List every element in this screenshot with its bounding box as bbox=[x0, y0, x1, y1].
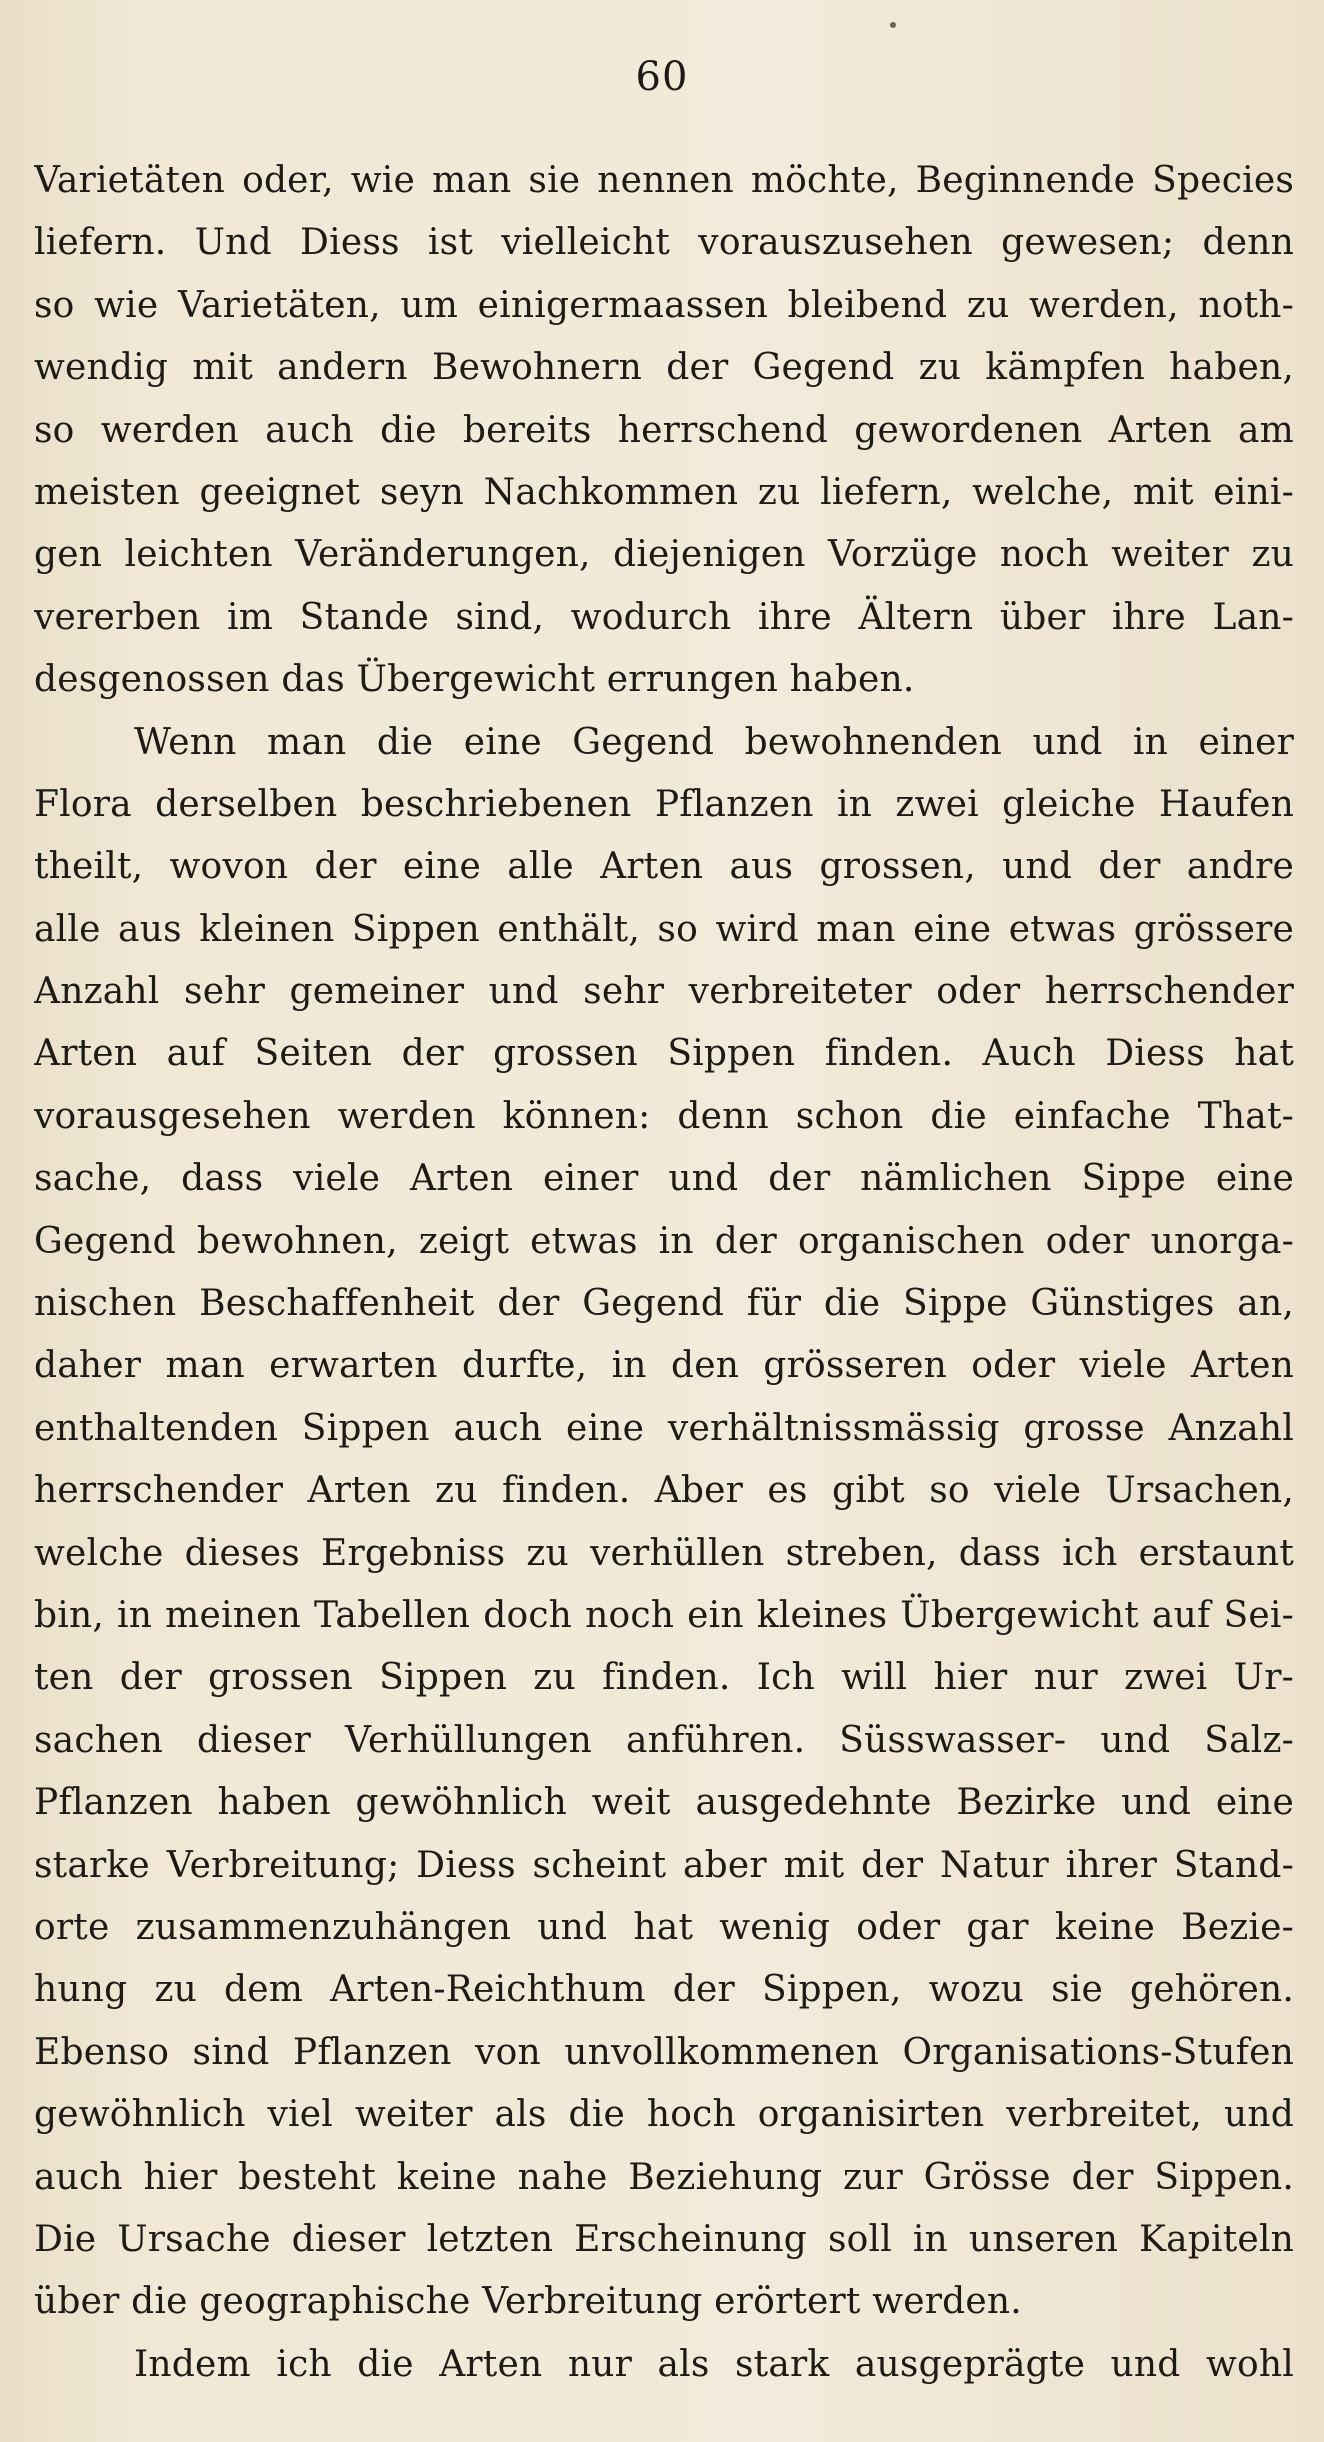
text-line: desgenossen das Übergewicht errungen haben. bbox=[34, 659, 915, 701]
text-line: Indem ich die Arten nur als stark ausgeprägte und wohl bbox=[134, 2343, 1294, 2385]
text-line: Arten auf Seiten der grossen Sippen finden. Auch Diess hat bbox=[34, 1033, 1294, 1075]
text-line: bin, in meinen Tabellen doch noch ein kleines Übergewicht auf Sei- bbox=[34, 1594, 1294, 1636]
text-line: starke Verbreitung; Diess scheint aber mit der Natur ihrer Stand- bbox=[34, 1844, 1294, 1886]
text-line: hung zu dem Arten-Reichthum der Sippen, wozu sie gehören. bbox=[34, 1969, 1294, 2011]
text-line: gen leichten Veränderungen, diejenigen Vorzüge noch weiter zu bbox=[34, 534, 1294, 576]
text-line: sachen dieser Verhüllungen anführen. Süsswasser- und Salz- bbox=[34, 1719, 1294, 1761]
print-speck bbox=[890, 22, 896, 28]
text-line: Anzahl sehr gemeiner und sehr verbreiteter oder herrschender bbox=[34, 971, 1294, 1013]
text-line: Die Ursache dieser letzten Erscheinung soll in unseren Kapiteln bbox=[34, 2218, 1294, 2260]
text-line: ten der grossen Sippen zu finden. Ich will hier nur zwei Ur- bbox=[34, 1657, 1294, 1699]
text-line: daher man erwarten durfte, in den grösseren oder viele Arten bbox=[34, 1345, 1294, 1387]
text-line: wendig mit andern Bewohnern der Gegend zu kämpfen haben, bbox=[34, 347, 1294, 389]
text-line: Flora derselben beschriebenen Pflanzen in zwei gleiche Haufen bbox=[34, 783, 1294, 825]
text-line: Wenn man die eine Gegend bewohnenden und in einer bbox=[134, 721, 1294, 763]
text-line: meisten geeignet seyn Nachkommen zu liefern, welche, mit eini- bbox=[34, 471, 1294, 513]
text-line: über die geographische Verbreitung erörtert werden. bbox=[34, 2281, 1022, 2323]
text-line: enthaltenden Sippen auch eine verhältnissmässig grosse Anzahl bbox=[34, 1407, 1294, 1449]
text-line: orte zusammenzuhängen und hat wenig oder gar keine Bezie- bbox=[34, 1906, 1294, 1948]
text-line: sache, dass viele Arten einer und der nämlichen Sippe eine bbox=[34, 1158, 1294, 1200]
text-line: auch hier besteht keine nahe Beziehung zur Grösse der Sippen. bbox=[34, 2156, 1294, 2198]
page-number: 60 bbox=[635, 54, 689, 100]
text-line: so werden auch die bereits herrschend gewordenen Arten am bbox=[34, 409, 1294, 451]
text-line: gewöhnlich viel weiter als die hoch organisirten verbreitet, und bbox=[34, 2094, 1294, 2136]
text-line: Varietäten oder, wie man sie nennen möchte, Beginnende Species bbox=[34, 160, 1294, 201]
text-line: alle aus kleinen Sippen enthält, so wird man eine etwas grössere bbox=[34, 908, 1294, 950]
body-text bbox=[34, 150, 1294, 2396]
text-line: theilt, wovon der eine alle Arten aus grossen, und der andre bbox=[34, 846, 1294, 888]
text-line: so wie Varietäten, um einigermaassen bleibend zu werden, noth- bbox=[34, 284, 1294, 326]
text-line: welche dieses Ergebniss zu verhüllen streben, dass ich erstaunt bbox=[34, 1532, 1294, 1574]
text-line: Gegend bewohnen, zeigt etwas in der organischen oder unorga- bbox=[34, 1220, 1294, 1262]
text-line: Ebenso sind Pflanzen von unvollkommenen Organisations-Stufen bbox=[34, 2031, 1294, 2073]
text-line: herrschender Arten zu finden. Aber es gibt so viele Ursachen, bbox=[34, 1470, 1294, 1512]
text-line: Pflanzen haben gewöhnlich weit ausgedehnte Bezirke und eine bbox=[34, 1782, 1294, 1824]
text-line: liefern. Und Diess ist vielleicht vorauszusehen gewesen; denn bbox=[34, 222, 1294, 264]
text-line: vorausgesehen werden können: denn schon die einfache That- bbox=[34, 1095, 1294, 1137]
text-line: vererben im Stande sind, wodurch ihre Ältern über ihre Lan- bbox=[34, 596, 1294, 638]
text-line: nischen Beschaffenheit der Gegend für die Sippe Günstiges an, bbox=[34, 1283, 1294, 1325]
